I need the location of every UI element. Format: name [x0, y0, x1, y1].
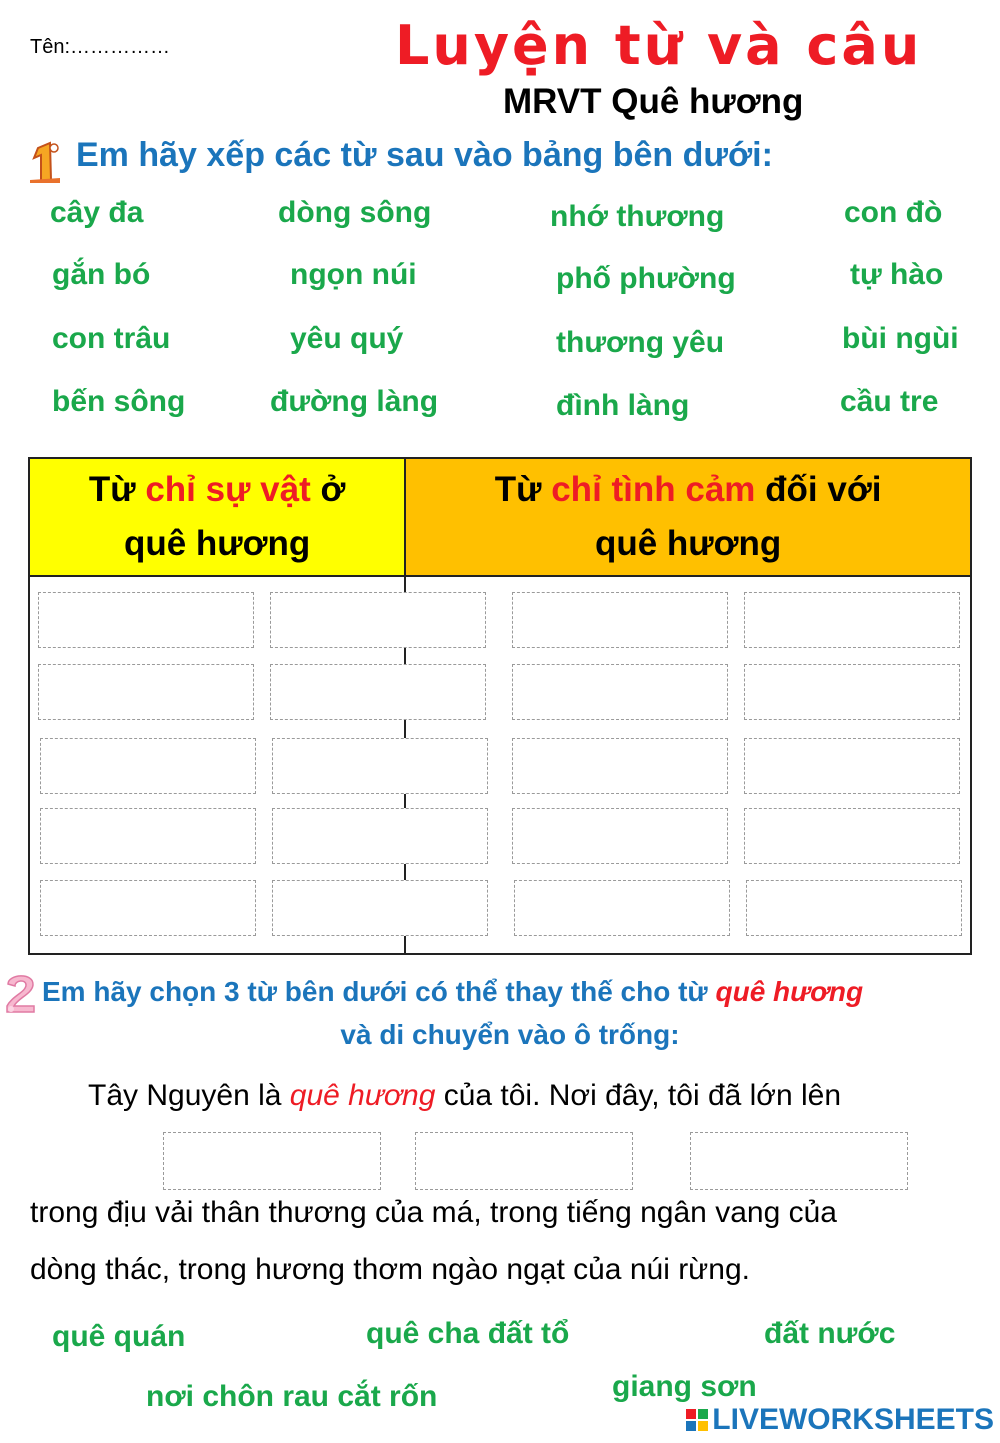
word-tile[interactable]: phố phường — [556, 262, 736, 295]
drop-box-objects[interactable] — [272, 808, 488, 864]
drop-box-objects[interactable] — [272, 738, 488, 794]
column-header-objects: Từ chỉ sự vật ở quê hương — [29, 458, 405, 576]
word-tile[interactable]: dòng sông — [278, 196, 432, 229]
passage-line-2: trong địu vải thân thương của má, trong tiếng ngân vang của — [30, 1196, 837, 1229]
number-two-icon — [2, 970, 40, 1014]
drop-box-objects[interactable] — [270, 592, 486, 648]
drop-box-replacement[interactable] — [415, 1132, 633, 1190]
word-tile[interactable]: ngọn núi — [290, 258, 417, 291]
drop-box-feelings[interactable] — [512, 738, 728, 794]
passage-line-3: dòng thác, trong hương thơm ngào ngạt của núi rừng. — [30, 1253, 750, 1286]
drop-box-feelings[interactable] — [744, 808, 960, 864]
passage-line-1: Tây Nguyên là quê hương của tôi. Nơi đây, tôi đã lớn lên — [88, 1079, 842, 1112]
liveworksheets-logo-icon — [686, 1409, 708, 1431]
drop-box-feelings[interactable] — [512, 592, 728, 648]
option-tile[interactable]: quê cha đất tổ — [366, 1317, 570, 1350]
drop-box-feelings[interactable] — [514, 880, 730, 936]
column-header-feelings: Từ chỉ tình cảm đối với quê hương — [405, 458, 971, 576]
word-tile[interactable]: con trâu — [52, 322, 171, 355]
option-tile[interactable]: giang sơn — [612, 1370, 757, 1403]
word-tile[interactable]: yêu quý — [290, 322, 404, 355]
word-tile[interactable]: thương yêu — [556, 326, 725, 359]
word-tile[interactable]: gắn bó — [52, 258, 151, 291]
word-tile[interactable]: con đò — [844, 196, 943, 229]
page-title: Luyện từ và câu — [395, 14, 923, 77]
drop-box-feelings[interactable] — [746, 880, 962, 936]
word-tile[interactable]: tự hào — [850, 258, 944, 291]
drop-box-objects[interactable] — [38, 664, 254, 720]
drop-box-replacement[interactable] — [163, 1132, 381, 1190]
number-one-icon — [24, 140, 66, 184]
word-tile[interactable]: đình làng — [556, 389, 690, 422]
word-tile[interactable]: đường làng — [270, 385, 439, 418]
drop-box-feelings[interactable] — [744, 664, 960, 720]
drop-box-objects[interactable] — [40, 880, 256, 936]
option-tile[interactable]: đất nước — [764, 1317, 896, 1350]
exercise-1-instruction: Em hãy xếp các từ sau vào bảng bên dưới: — [76, 136, 773, 174]
word-tile[interactable]: cây đa — [50, 196, 144, 229]
drop-box-objects[interactable] — [38, 592, 254, 648]
word-tile[interactable]: bến sông — [52, 385, 186, 418]
drop-box-feelings[interactable] — [512, 808, 728, 864]
drop-box-feelings[interactable] — [512, 664, 728, 720]
drop-box-replacement[interactable] — [690, 1132, 908, 1190]
word-tile[interactable]: nhớ thương — [550, 200, 725, 233]
exercise-2-instruction: Em hãy chọn 3 từ bên dưới có thể thay thế cho từ quê hương — [42, 976, 864, 1007]
name-label: Tên:…………… — [30, 36, 171, 58]
exercise-2-instruction-line2: và di chuyển vào ô trống: — [340, 1019, 680, 1050]
drop-box-objects[interactable] — [272, 880, 488, 936]
drop-box-objects[interactable] — [40, 808, 256, 864]
option-tile[interactable]: nơi chôn rau cắt rốn — [146, 1380, 438, 1413]
drop-box-feelings[interactable] — [744, 592, 960, 648]
word-tile[interactable]: cầu tre — [840, 385, 939, 418]
word-tile[interactable]: bùi ngùi — [842, 322, 959, 355]
option-tile[interactable]: quê quán — [52, 1320, 186, 1353]
drop-box-feelings[interactable] — [744, 738, 960, 794]
drop-box-objects[interactable] — [270, 664, 486, 720]
page-subtitle: MRVT Quê hương — [503, 82, 804, 121]
drop-box-objects[interactable] — [40, 738, 256, 794]
liveworksheets-logo: LIVEWORKSHEETS — [686, 1403, 994, 1437]
